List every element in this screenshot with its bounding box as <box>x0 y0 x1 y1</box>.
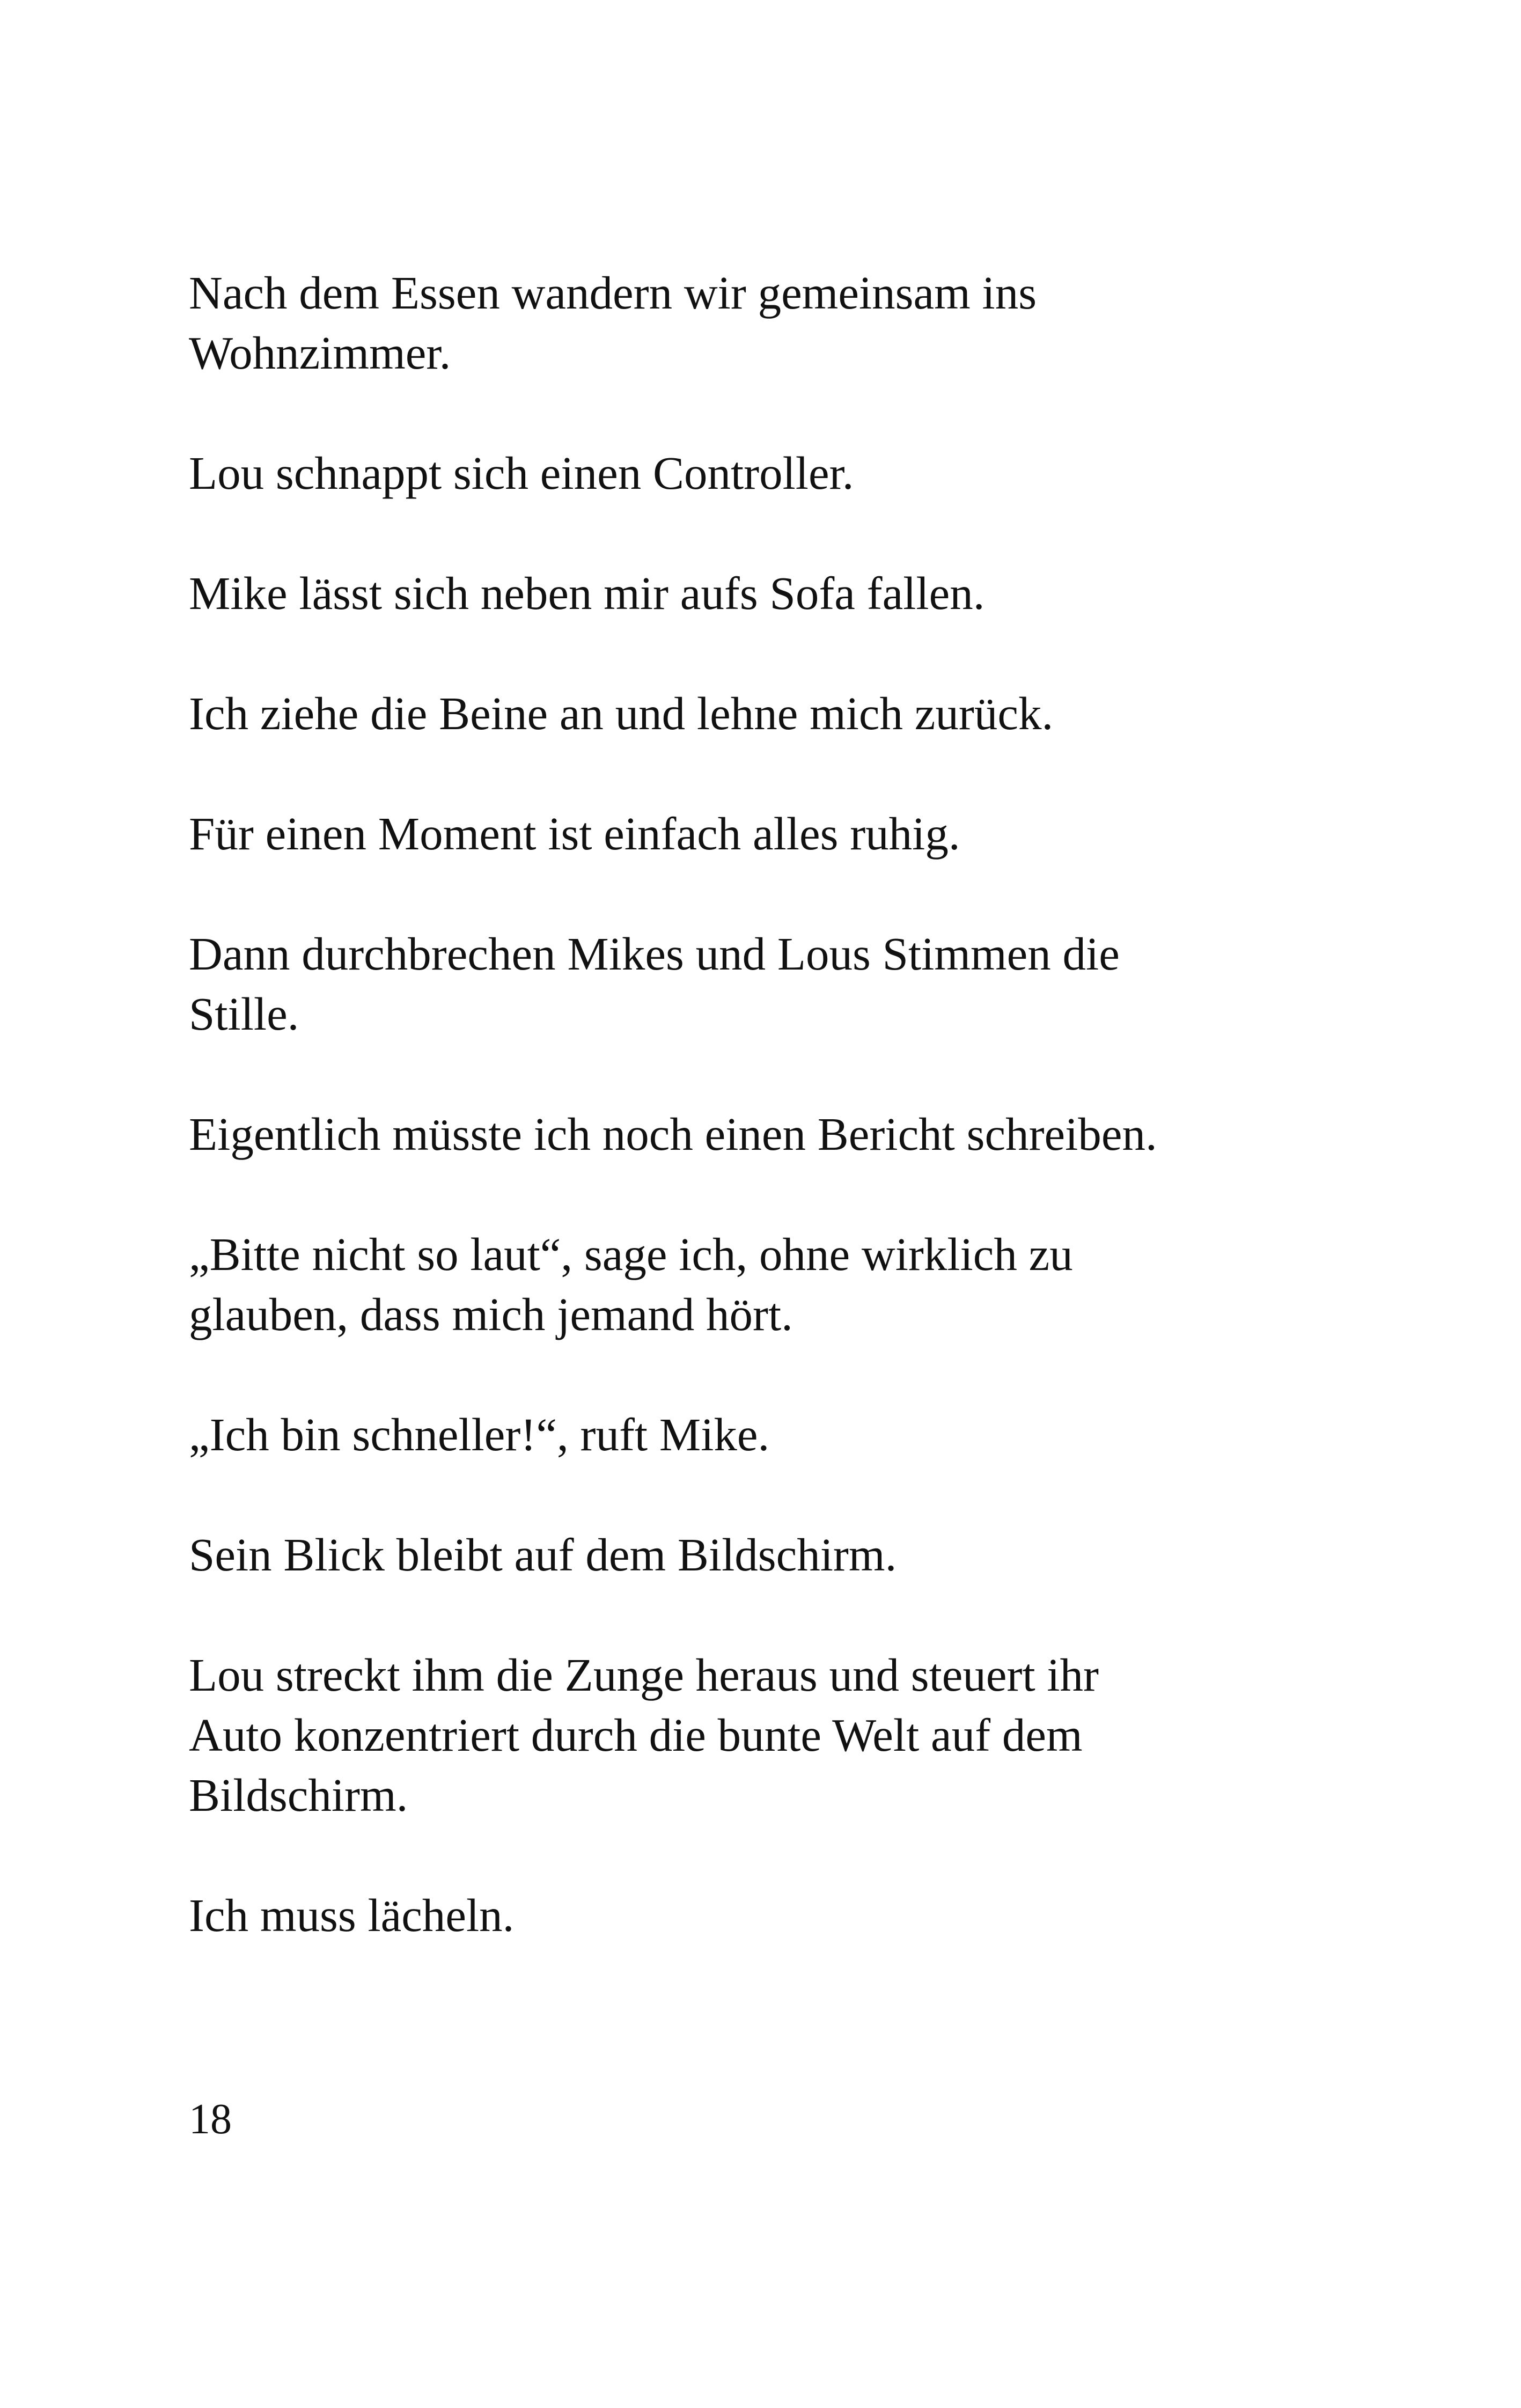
paragraph: Eigentlich müsste ich noch einen Bericht schreiben. <box>189 1108 1157 1160</box>
body-text <box>189 263 1262 2006</box>
page-number: 18 <box>189 2096 232 2143</box>
paragraph: Mike lässt sich neben mir aufs Sofa fallen. <box>189 567 985 619</box>
paragraph: Sein Blick bleibt auf dem Bildschirm. <box>189 1529 897 1581</box>
paragraph: Lou schnappt sich einen Controller. <box>189 447 854 499</box>
paragraph: Ich ziehe die Beine an und lehne mich zurück. <box>189 687 1054 739</box>
paragraph: Ich muss lächeln. <box>189 1889 515 1941</box>
paragraph: „Ich bin schneller!“, ruft Mike. <box>189 1408 770 1460</box>
paragraph: Dann durchbrechen Mikes und Lous Stimmen die Stille. <box>189 928 1120 1040</box>
paragraph: Für einen Moment ist einfach alles ruhig. <box>189 807 960 860</box>
paragraph: „Bitte nicht so laut“, sage ich, ohne wirklich zu glauben, dass mich jemand hört. <box>189 1228 1073 1340</box>
paragraph: Nach dem Essen wandern wir gemeinsam ins Wohnzimmer. <box>189 267 1037 379</box>
paragraph: Lou streckt ihm die Zunge heraus und steuert ihr Auto konzentriert durch die bunte Welt auf dem Bildschirm. <box>189 1649 1099 1821</box>
